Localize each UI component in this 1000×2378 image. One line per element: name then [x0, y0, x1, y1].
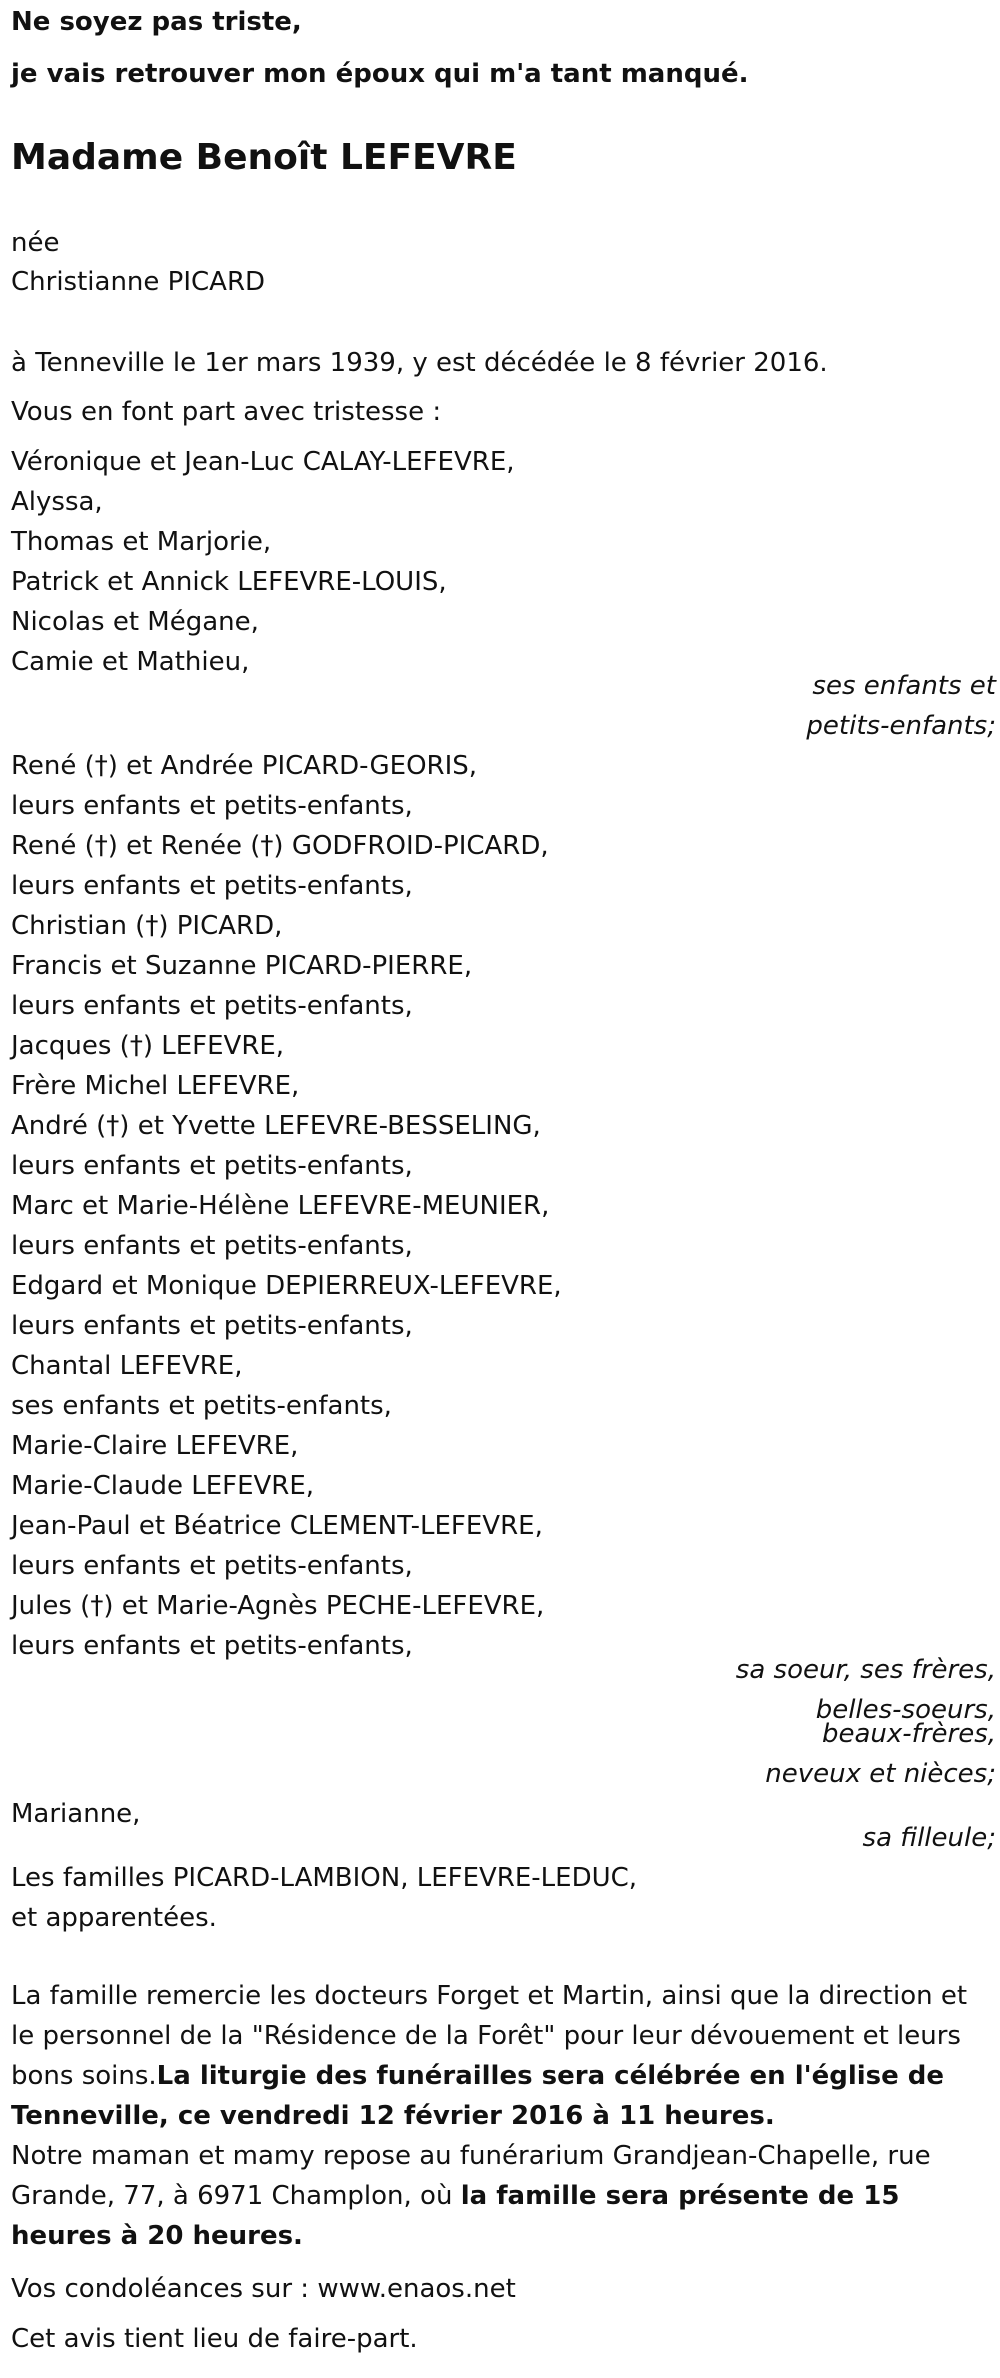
goddaughter-name: Marianne, — [11, 1799, 141, 1829]
sibling-line: Marie-Claire LEFEVRE, — [11, 1431, 299, 1461]
rest-paragraph — [11, 2136, 986, 2256]
sibling-line: Jean-Paul et Béatrice CLEMENT-LEFEVRE, — [11, 1511, 543, 1541]
sibling-line: Christian (†) PICARD, — [11, 911, 283, 941]
thanks-text: La famille remercie les docteurs Forget et Martin, ainsi que la direction et le personnel de la "Résidence de la Forêt" pour leur dévouement et leurs bons soins. — [11, 1981, 968, 2091]
sibling-line: Jules (†) et Marie-Agnès PECHE-LEFEVRE, — [11, 1591, 545, 1621]
intro-line: Vous en font part avec tristesse : — [11, 397, 442, 427]
families-line: Les familles PICARD-LAMBION, LEFEVRE-LEDUC, — [11, 1863, 638, 1893]
children-line: Alyssa, — [11, 487, 103, 517]
siblings-role-line: neveux et nièces; — [765, 1759, 996, 1789]
siblings-role-line: belles-soeurs, — [815, 1695, 996, 1725]
sibling-line: Marie-Claude LEFEVRE, — [11, 1471, 315, 1501]
sibling-line: leurs enfants et petits-enfants, — [11, 1551, 413, 1581]
families-line: et apparentées. — [11, 1903, 217, 1933]
children-line: Thomas et Marjorie, — [11, 527, 272, 557]
sibling-line: leurs enfants et petits-enfants, — [11, 1231, 413, 1261]
sibling-line: Marc et Marie-Hélène LEFEVRE-MEUNIER, — [11, 1191, 550, 1221]
sibling-line: Edgard et Monique DEPIERREUX-LEFEVRE, — [11, 1271, 562, 1301]
sibling-line: leurs enfants et petits-enfants, — [11, 871, 413, 901]
sibling-line: René (†) et Renée (†) GODFROID-PICARD, — [11, 831, 549, 861]
born-label: née — [11, 228, 60, 258]
sibling-line: ses enfants et petits-enfants, — [11, 1391, 392, 1421]
epitaph-line-1: Ne soyez pas triste, — [11, 7, 302, 37]
siblings-role-line: beaux-frères, — [821, 1719, 996, 1749]
rest-text: Notre maman et mamy repose au funérarium Grandjean-Chapelle, rue Grande, 77, à 6971 Champlon, où — [11, 2141, 931, 2211]
children-line: Véronique et Jean-Luc CALAY-LEFEVRE, — [11, 447, 515, 477]
goddaughter-role: sa filleule; — [862, 1823, 996, 1853]
sibling-line: leurs enfants et petits-enfants, — [11, 1311, 413, 1341]
children-role-line: ses enfants et — [812, 671, 996, 701]
children-line: Nicolas et Mégane, — [11, 607, 259, 637]
children-line: Camie et Mathieu, — [11, 647, 250, 677]
sibling-line: Jacques (†) LEFEVRE, — [11, 1031, 285, 1061]
sibling-line: leurs enfants et petits-enfants, — [11, 991, 413, 1021]
sibling-line: Francis et Suzanne PICARD-PIERRE, — [11, 951, 473, 981]
children-line: Patrick et Annick LEFEVRE-LOUIS, — [11, 567, 447, 597]
notice-line: Cet avis tient lieu de faire-part. — [11, 2324, 418, 2354]
sibling-line: leurs enfants et petits-enfants, — [11, 1631, 413, 1661]
condolences-line: Vos condoléances sur : www.enaos.net — [11, 2274, 516, 2304]
children-role-line: petits-enfants; — [806, 711, 996, 741]
sibling-line: Chantal LEFEVRE, — [11, 1351, 243, 1381]
sibling-line: leurs enfants et petits-enfants, — [11, 1151, 413, 1181]
sibling-line: André (†) et Yvette LEFEVRE-BESSELING, — [11, 1111, 541, 1141]
deceased-name: Madame Benoît LEFEVRE — [11, 137, 517, 178]
thanks-paragraph — [11, 1976, 986, 2136]
sibling-line: leurs enfants et petits-enfants, — [11, 791, 413, 821]
funeral-liturgy: La liturgie des funérailles sera célébrée en l'église de Tenneville, ce vendredi 12 février 2016 à 11 heures. — [11, 2061, 945, 2131]
epitaph-line-2: je vais retrouver mon époux qui m'a tant manqué. — [11, 59, 749, 89]
visitation-hours: la famille sera présente de 15 heures à 20 heures. — [11, 2181, 900, 2251]
sibling-line: René (†) et Andrée PICARD-GEORIS, — [11, 751, 478, 781]
birth-death-info: à Tenneville le 1er mars 1939, y est décédée le 8 février 2016. — [11, 348, 828, 378]
maiden-name: Christianne PICARD — [11, 267, 266, 297]
sibling-line: Frère Michel LEFEVRE, — [11, 1071, 300, 1101]
siblings-role-line: sa soeur, ses frères, — [735, 1655, 996, 1685]
